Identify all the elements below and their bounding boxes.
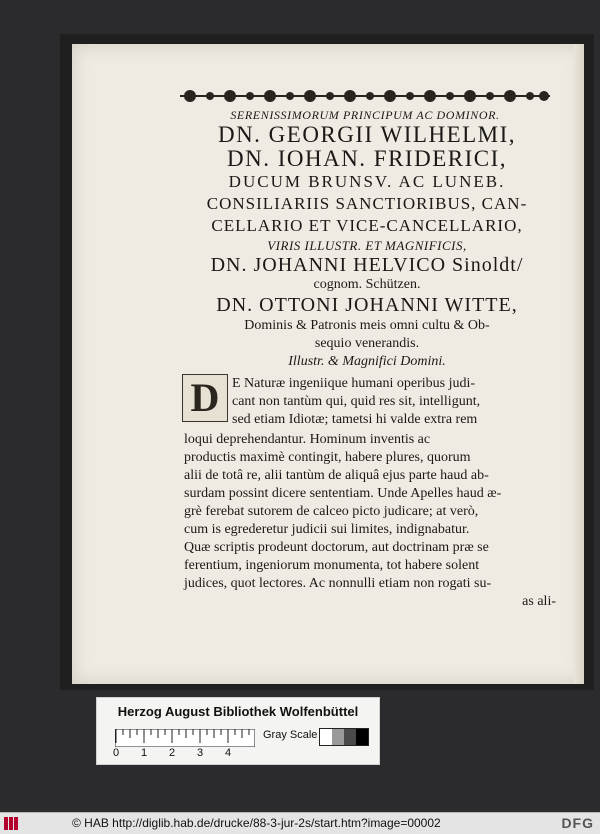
ruler-number: 1 [141, 747, 148, 759]
dedicatee-ottoni: DN. OTTONI JOHANNI WITTE, [216, 294, 518, 316]
body-line: Quæ scriptis prodeunt doctorum, aut doctrinam præ se [184, 540, 489, 555]
body-line: loqui deprehendantur. Hominum inventis ac [184, 432, 431, 447]
cognom-line: cognom. Schützen. [313, 277, 421, 292]
dropcap-letter: D [190, 375, 220, 420]
dominis-line: Dominis & Patronis meis omni cultu & Ob- [244, 318, 490, 333]
consiliariis-line-1: CONSILIARIIS SANCTIORIBUS, CAN- [206, 194, 528, 213]
swatch [332, 729, 344, 745]
body-line: sed etiam Idiotæ; tametsi hi valde extra rem [232, 412, 478, 427]
source-url[interactable]: © HAB http://diglib.hab.de/drucke/88-3-jur-2s/start.htm?image=00002 [72, 816, 441, 830]
color-calibration-card [96, 697, 380, 765]
salutation: Illustr. & Magnifici Domini. [288, 354, 446, 369]
viris-line: VIRIS ILLUSTR. ET MAGNIFICIS, [267, 238, 467, 253]
dedication-header: SERENISSIMORUM PRINCIPUM AC DOMINOR. [230, 108, 500, 122]
ruler-number: 0 [113, 747, 120, 759]
ruler-icon [115, 729, 255, 747]
swatch [320, 729, 332, 745]
dfg-logo: DFG [561, 815, 594, 831]
body-line: productis maximè contingit, habere plures, quorum [184, 450, 471, 465]
ducum-line: DUCUM BRUNSV. AC LUNEB. [228, 172, 506, 191]
dedicatee-johanni-helvico: DN. JOHANNI HELVICO Sinoldt/ [210, 254, 524, 276]
gray-scale-label: Gray Scale [263, 729, 318, 741]
swatch [356, 729, 368, 745]
consiliariis-line-2: CELLARIO ET VICE-CANCELLARIO, [211, 216, 523, 235]
dedicatee-georgii: DN. GEORGII WILHELMI, [217, 122, 517, 147]
ruler-number: 4 [225, 747, 232, 759]
ornament-band-icon [180, 86, 550, 106]
ruler-number: 2 [169, 747, 176, 759]
dedicatee-iohan: DN. IOHAN. FRIDERICI, [226, 146, 508, 171]
ruler-numbers [111, 747, 271, 761]
body-line: E Naturæ ingeniique humani operibus judi- [232, 376, 476, 391]
sequio-line: sequio venerandis. [314, 336, 420, 351]
gray-scale-swatches [319, 728, 369, 746]
hab-logo-icon [4, 817, 24, 830]
library-name: Herzog August Bibliothek Wolfenbüttel [117, 704, 359, 719]
body-line: alii de totâ re, alii tantùm de aliquâ ejus parte haud ab- [184, 468, 489, 483]
swatch [344, 729, 356, 745]
ruler-number: 3 [197, 747, 204, 759]
document-page [72, 44, 584, 684]
footer-bar [0, 812, 600, 834]
catchword: as ali- [522, 594, 556, 609]
body-line: surdam possint dicere sententiam. Unde Apelles haud æ- [184, 486, 502, 501]
body-line: ferentium, ingeniorum monumenta, tot habere solent [184, 558, 480, 573]
body-line: cum is egrederetur judicii sui limites, indignabatur. [184, 522, 470, 537]
dropcap-initial [182, 374, 228, 422]
body-line: judices, quot lectores. Ac nonnulli etiam non rogati su- [184, 576, 492, 591]
body-line: cant non tantùm qui, quid res sit, intelligunt, [232, 394, 481, 409]
body-line: grè ferebat sutorem de calceo picto judicare; at verò, [184, 504, 479, 519]
